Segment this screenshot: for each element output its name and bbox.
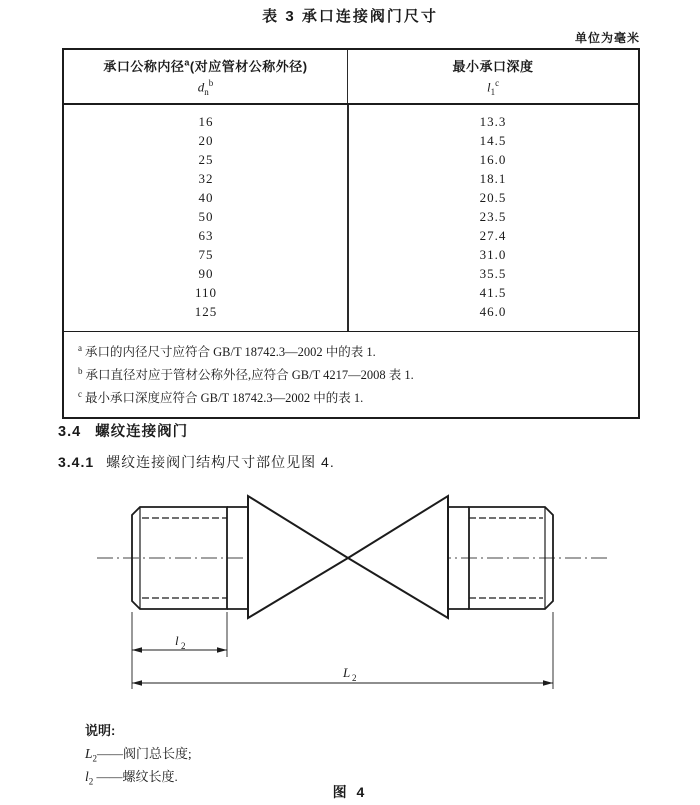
table-cell-dn: 16 xyxy=(198,113,214,129)
table-cell-dn: 40 xyxy=(198,189,214,205)
legend-item-l2: $l_2$ ——螺纹长度. xyxy=(85,769,178,787)
dim-label-l2: l xyxy=(175,633,179,648)
table-cell-dn: 25 xyxy=(198,151,214,167)
figure-caption: 图 4 xyxy=(332,784,368,800)
table-cell-dn: 90 xyxy=(198,265,214,281)
dim-label-l2-sub: 2 xyxy=(181,641,186,651)
col2-title: 最小承口深度 xyxy=(452,59,534,74)
table-cell-dn: 63 xyxy=(198,227,214,243)
table-cell-l1: 46.0 xyxy=(479,303,507,319)
dim-arrow-l2-left xyxy=(132,647,142,653)
dim-arrow-l2-right xyxy=(217,647,227,653)
col1-symbol: $d_n^b$ xyxy=(197,78,214,97)
valve-left-triangle xyxy=(248,496,348,618)
table-cell-l1: 14.5 xyxy=(479,132,507,148)
col2-symbol: $l_1^c$ xyxy=(486,78,500,97)
clause-number: 3.4.1 xyxy=(58,454,95,470)
table-cell-dn: 110 xyxy=(194,284,218,300)
figure-legend xyxy=(85,719,192,788)
table-cell-l1: 31.0 xyxy=(479,246,507,262)
table-cell-l1: 16.0 xyxy=(479,151,507,167)
section-number: 3.4 xyxy=(58,424,82,440)
valve-right-triangle xyxy=(348,496,448,618)
table-cell-l1: 35.5 xyxy=(479,265,507,281)
right-thread-root-dashed xyxy=(469,518,543,598)
footnote-c: $^c$ 最小承口深度应符合 GB/T 18742.3—2002 中的表 1. xyxy=(78,389,364,406)
table-cell-dn: 20 xyxy=(198,132,214,148)
dim-label-L2: L xyxy=(343,665,351,680)
table-cell-l1: 23.5 xyxy=(479,208,507,224)
table-cell-dn: 32 xyxy=(198,170,214,186)
dim-label-L2-sub: 2 xyxy=(352,673,357,683)
legend-item-L2: $L_2——$阀门总长度; xyxy=(85,746,192,764)
table-cell-l1: 18.1 xyxy=(479,170,507,186)
table-cell-dn: 125 xyxy=(194,303,218,319)
table-cell-dn: 50 xyxy=(198,208,214,224)
footnote-b: $^b$ 承口直径对应于管材公称外径,应符合 GB/T 4217—2008 表 1. xyxy=(78,366,414,383)
table-cell-l1: 27.4 xyxy=(479,227,507,243)
col1-title: 承口公称内径$^a$(对应管材公称外径) xyxy=(103,57,308,74)
dim-arrow-L2-right xyxy=(543,680,553,686)
section-title: 螺纹连接阀门 xyxy=(95,424,189,440)
table-cell-l1: 13.3 xyxy=(479,113,507,129)
table-cell-l1: 20.5 xyxy=(479,189,507,205)
table-title: 表 3 承口连接阀门尺寸 xyxy=(262,8,438,25)
dim-arrow-L2-left xyxy=(132,680,142,686)
table-cell-dn: 75 xyxy=(198,246,214,262)
unit-note: 单位为毫米 xyxy=(574,31,640,45)
clause-text: 螺纹连接阀门结构尺寸部位见图 4. xyxy=(106,454,335,470)
table-cell-l1: 41.5 xyxy=(479,284,507,300)
legend-title: 说明: xyxy=(85,723,116,738)
footnote-a: $^a$ 承口的内径尺寸应符合 GB/T 18742.3—2002 中的表 1. xyxy=(78,342,376,360)
col1-footnote-mark: a xyxy=(184,57,190,68)
